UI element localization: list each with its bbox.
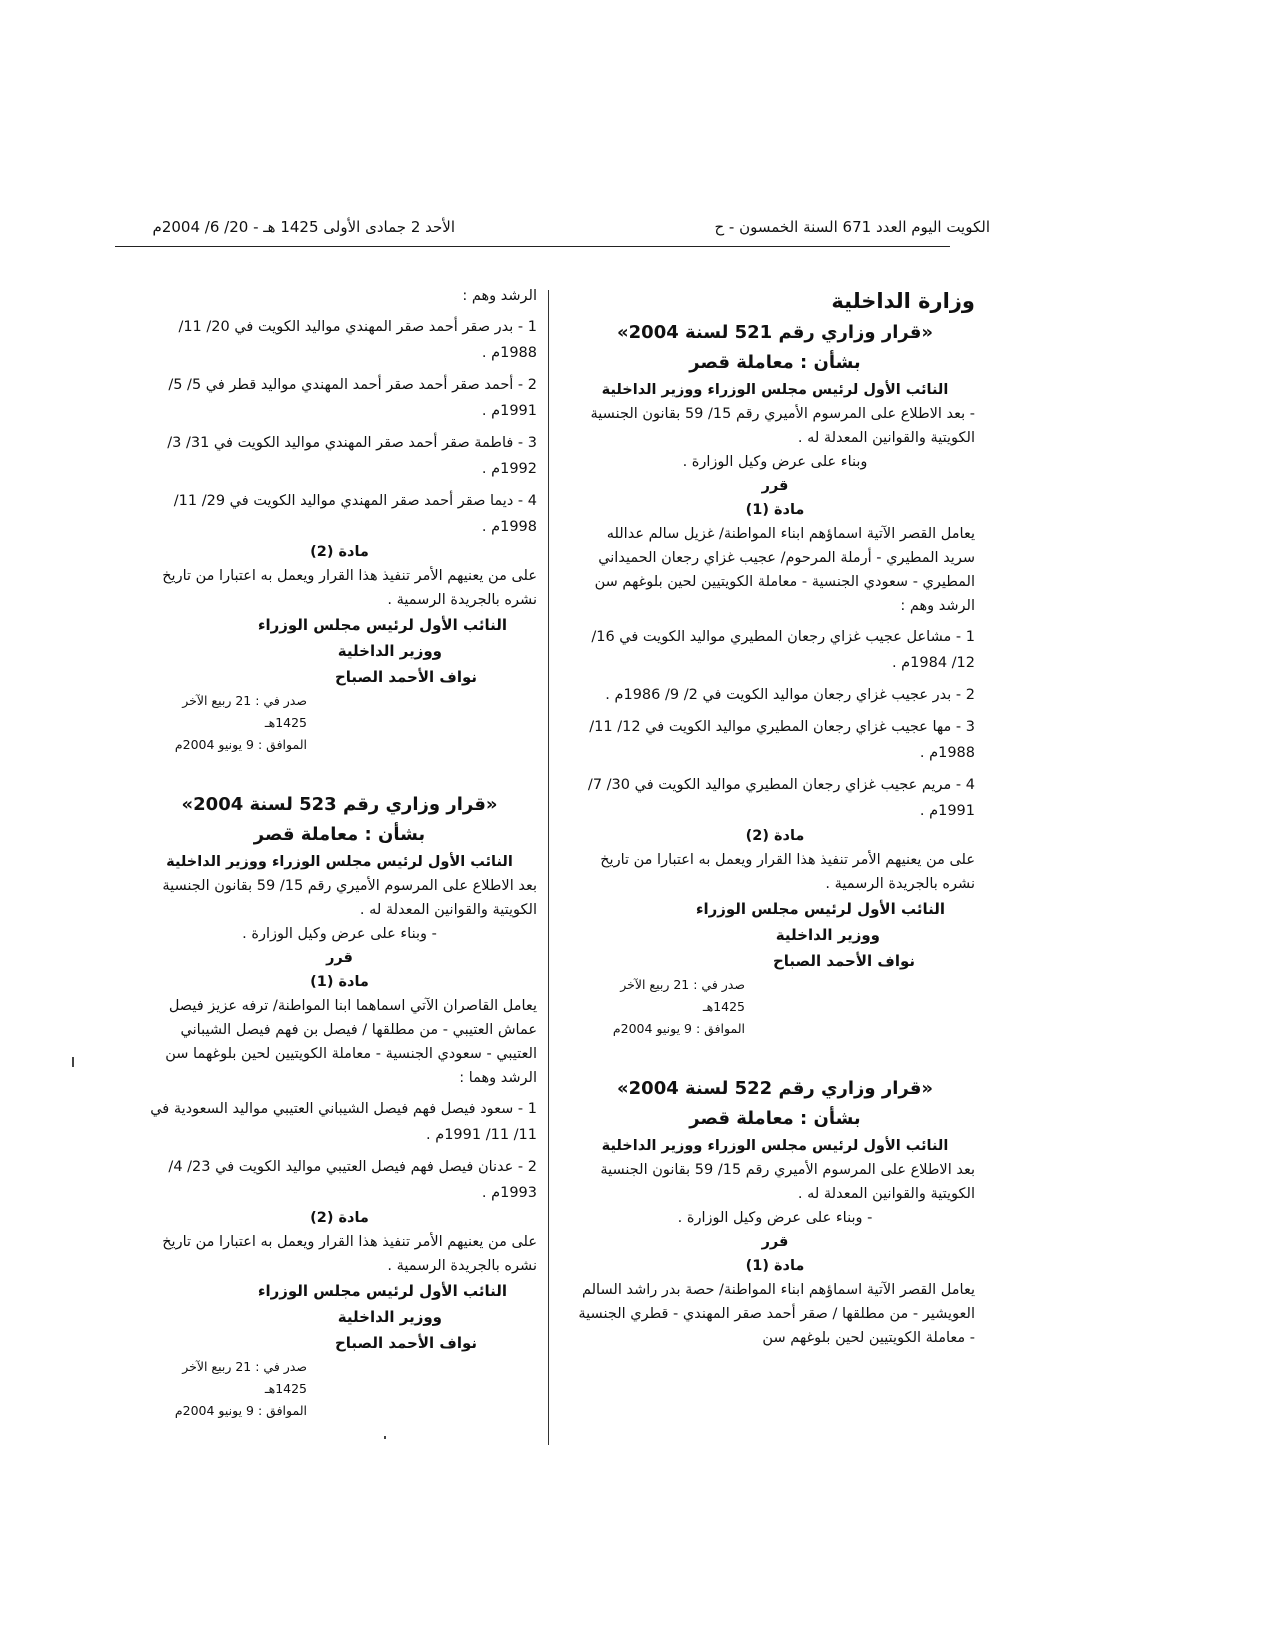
decree-subject: بشأن : معاملة قصر [689,1108,861,1129]
signature-name: نواف الأحمد الصباح [772,952,915,970]
right-column [575,284,975,1350]
article-2-heading: مادة (2) [310,544,369,560]
list-item: 3 - مها عجيب غزاي رجعان المطيري مواليد الكويت في 12/ 11/ 1988م . [589,719,975,761]
signature-name: نواف الأحمد الصباح [334,1334,477,1352]
article-1-body: يعامل القصر الآتية اسماؤهم ابناء المواطنة/ حصة بدر راشد السالم العويشير - من مطلقها / صقر أحمد صقر المهندي - قطري الجنسية - معاملة الكويتيين لحين بلوغهم سن [578,1282,975,1346]
decree-issuer: النائب الأول لرئيس مجلس الوزراء ووزير الداخلية [166,854,513,870]
issued-date-gregorian: الموافق : 9 يونيو 2004م [174,737,307,752]
gazette-date-header: الأحد 2 جمادى الأولى 1425 هـ - 20/ 6/ 2004م [152,218,455,236]
signature-ministry: ووزير الداخلية [775,926,880,944]
decided-heading: قرر [761,1234,789,1250]
signature-name: نواف الأحمد الصباح [334,668,477,686]
article-2-body: على من يعنيهم الأمر تنفيذ هذا القرار ويعمل به اعتبارا من تاريخ نشره بالجريدة الرسمية . [162,1234,537,1274]
list-item: 2 - بدر عجيب غزاي رجعان مواليد الكويت في 2/ 9/ 1986م . [605,687,975,703]
list-item: 2 - عدنان فيصل فهم فيصل العتيبي مواليد الكويت في 23/ 4/ 1993م . [168,1159,537,1201]
decree-522 [575,1074,975,1350]
list-item: 2 - أحمد صقر أحمد صقر أحمد المهندي مواليد قطر في 5/ 5/ 1991م . [168,377,537,419]
scan-speck [384,1436,386,1439]
article-1-body: يعامل القصر الآتية اسماؤهم ابناء المواطنة/ غزيل سالم عدالله سريد المطيري - أرملة المرحوم/ عجيب غزاي رجعان الحميداني المطيري - سعودي الجنسية - معاملة الكويتيين لحين بلوغهم سن الرشد وهم : [594,526,975,614]
signature-block [142,612,537,690]
decree-title: «قرار وزاري رقم 522 لسنة 2004» [617,1078,933,1099]
decree-title: «قرار وزاري رقم 521 لسنة 2004» [617,322,933,343]
issued-date-hijri: صدر في : 21 ربيع الآخر 1425هـ [182,693,307,730]
article-1-body: يعامل القاصران الآتي اسماهما ابنا المواطنة/ ترفه عزيز فيصل عماش العتيبي - من مطلقها / فيصل بن فهم فيصل الشيباني العتيبي - سعودي الجنسية - معاملة الكويتيين لحين بلوغهما سن الرشد وهما : [165,998,537,1086]
article-2-body: على من يعنيهم الأمر تنفيذ هذا القرار ويعمل به اعتبارا من تاريخ نشره بالجريدة الرسمية . [600,852,975,892]
article-1-heading: مادة (1) [745,502,805,518]
decided-heading: قرر [761,478,789,494]
list-item: 1 - مشاعل عجيب غزاي رجعان المطيري مواليد الكويت في 16/ 12/ 1984م . [591,629,975,671]
preamble-decree-law: بعد الاطلاع على المرسوم الأميري رقم 15/ 59 بقانون الجنسية الكويتية والقوانين المعدلة له . [600,1162,975,1202]
ministry-title: وزارة الداخلية [831,289,975,313]
header-rule [115,246,950,247]
gazette-issue-header: الكويت اليوم العدد 671 السنة الخمسون - ح [714,218,990,236]
article-1-heading: مادة (1) [310,974,369,990]
preamble-decree-law: - بعد الاطلاع على المرسوم الأميري رقم 15/ 59 بقانون الجنسية الكويتية والقوانين المعدلة له . [590,406,975,446]
signature-title: النائب الأول لرئيس مجلس الوزراء [257,1282,507,1300]
decree-subject: بشأن : معاملة قصر [253,824,426,845]
issued-date-gregorian: الموافق : 9 يونيو 2004م [612,1021,745,1036]
scan-speck [72,1057,74,1067]
decree-issuer: النائب الأول لرئيس مجلس الوزراء ووزير الداخلية [601,1138,949,1154]
signature-block [142,1278,537,1356]
article-2-body: على من يعنيهم الأمر تنفيذ هذا القرار ويعمل به اعتبارا من تاريخ نشره بالجريدة الرسمية . [162,568,537,608]
list-item: 4 - مريم عجيب غزاي رجعان المطيري مواليد الكويت في 30/ 7/ 1991م . [587,777,975,819]
left-column [142,284,537,1422]
decided-heading: قرر [326,950,353,966]
issued-date-gregorian: الموافق : 9 يونيو 2004م [174,1403,307,1418]
list-item: 4 - ديما صقر أحمد صقر المهندي مواليد الكويت في 29/ 11/ 1998م . [173,493,537,535]
issued-date-hijri: صدر في : 21 ربيع الآخر 1425هـ [182,1359,307,1396]
continued-text: الرشد وهم : [462,288,537,304]
signature-block [575,896,975,974]
issued-date-hijri: صدر في : 21 ربيع الآخر 1425هـ [620,977,745,1014]
preamble-undersecretary: وبناء على عرض وكيل الوزارة . [682,454,868,470]
article-2-heading: مادة (2) [745,828,805,844]
preamble-decree-law: بعد الاطلاع على المرسوم الأميري رقم 15/ 59 بقانون الجنسية الكويتية والقوانين المعدلة له . [162,878,537,918]
preamble-undersecretary: - وبناء على عرض وكيل الوزارة . [242,926,437,942]
decree-title: «قرار وزاري رقم 523 لسنة 2004» [181,794,498,815]
decree-subject: بشأن : معاملة قصر [689,352,861,373]
decree-521 [575,318,975,1040]
preamble-undersecretary: - وبناء على عرض وكيل الوزارة . [677,1210,873,1226]
list-item: 1 - سعود فيصل فهم فيصل الشيباني العتيبي مواليد السعودية في 11/ 11/ 1991م . [150,1101,537,1143]
signature-ministry: ووزير الداخلية [337,642,442,660]
article-2-heading: مادة (2) [310,1210,369,1226]
list-item: 1 - بدر صقر أحمد صقر المهندي مواليد الكويت في 20/ 11/ 1988م . [178,319,537,361]
column-divider [548,290,549,1445]
signature-ministry: ووزير الداخلية [337,1308,442,1326]
decree-523 [142,790,537,1422]
decree-issuer: النائب الأول لرئيس مجلس الوزراء ووزير الداخلية [601,382,949,398]
article-1-heading: مادة (1) [745,1258,805,1274]
signature-title: النائب الأول لرئيس مجلس الوزراء [257,616,507,634]
signature-title: النائب الأول لرئيس مجلس الوزراء [695,900,945,918]
decree-522-continued [142,284,537,756]
list-item: 3 - فاطمة صقر أحمد صقر المهندي مواليد الكويت في 31/ 3/ 1992م . [167,435,537,477]
